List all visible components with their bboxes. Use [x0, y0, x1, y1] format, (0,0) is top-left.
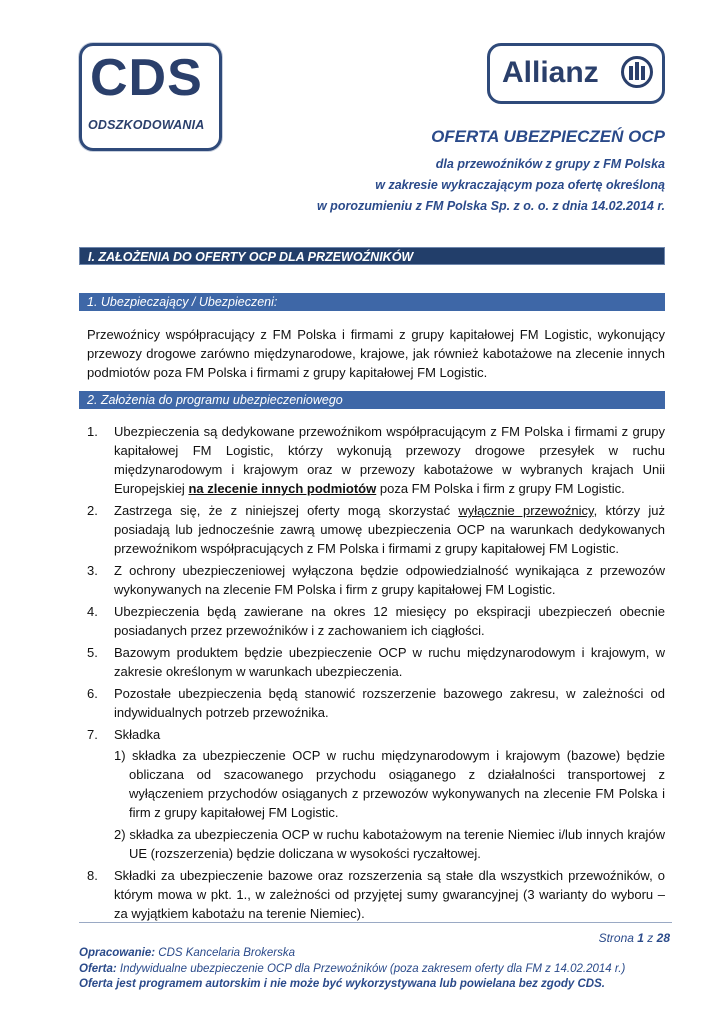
- footer-prepared-by: Opracowanie: CDS Kancelaria Brokerska: [79, 947, 296, 959]
- list-item: 1. Ubezpieczenia są dedykowane przewoźnikom współpracującym z FM Polska i firmami z grupy kapitałowej FM Logistic, którzy wykonują przewozy drogowe przesyłek w ruchu międzynarodowym i krajowym oraz w przewozy kabotażowe w wybranych krajach Unii Europejskiej na zlecenie innych podmiotów poza FM Polska i firm z grupy FM Logistic.: [87, 424, 665, 496]
- subsection-heading-1: 1. Ubezpieczający / Ubezpieczeni:: [79, 293, 665, 311]
- underlined-phrase: wyłącznie przewoźnicy: [458, 503, 594, 518]
- underlined-phrase: na zlecenie innych podmiotów: [188, 481, 377, 496]
- list-item: 2. Zastrzega się, że z niniejszej oferty mogą skorzystać wyłącznie przewoźnicy, którzy już posiadają lub jednocześnie zawrą umowę ubezpieczenia OCP na warunkach dedykowanych przewoźnikom współpracujących z FM Polska i firmami z grupy kapitałowej FM Logistic.: [87, 503, 666, 556]
- page-number: Strona 1 z 28: [598, 931, 670, 945]
- footer-offer: Oferta: Indywidualne ubezpieczenie OCP dla Przewoźników (poza zakresem oferty dla FM z 14.02.2014 r.): [79, 963, 626, 975]
- cds-logo-text: CDS: [90, 49, 203, 107]
- offer-title: OFERTA UBEZPIECZEŃ OCP: [431, 127, 665, 146]
- footer-divider: [79, 922, 672, 923]
- sublist-item: 1) składka za ubezpieczenie OCP w ruchu międzynarodowym i krajowym (bazowe) będzie obliczana od szacowanego przychodu osiąganego z działalności transportowej z wyłączeniem przychodów osiąganych z przewozów wykonywanych na zlecenie FM Polska i firm z grupy kapitałowej FM Logistic.: [114, 748, 665, 820]
- assumptions-list: [87, 422, 665, 926]
- section-heading-1: I. ZAŁOŻENIA DO OFERTY OCP DLA PRZEWOŹNIKÓW: [79, 247, 665, 265]
- premium-sublist: [114, 746, 665, 863]
- offer-title-block: [317, 127, 665, 217]
- list-item: 3. Z ochrony ubezpieczeniowej wyłączona będzie odpowiedzialność wynikająca z przewozów wykonywanych na zlecenie FM Polska i firm z grupy kapitałowej FM Logistic.: [87, 563, 665, 597]
- cds-logo: [79, 43, 222, 151]
- list-item: 4. Ubezpieczenia będą zawierane na okres 12 miesięcy po ekspiracji ubezpieczeń obecnie posiadanych przez przewoźników i z zachowaniem ich ciągłości.: [87, 604, 665, 638]
- offer-subtitle-3: w porozumieniu z FM Polska Sp. z o. o. z dnia 14.02.2014 r.: [316, 199, 665, 213]
- allianz-logo: [487, 43, 665, 104]
- sublist-item: 2) składka za ubezpieczenia OCP w ruchu kabotażowym na terenie Niemiec i/lub innych krajów UE (rozszerzenia) będzie doliczana w wysokości ryczałtowej.: [114, 827, 665, 861]
- offer-subtitle-1: dla przewoźników z grupy z FM Polska: [435, 157, 665, 171]
- list-item: 6. Pozostałe ubezpieczenia będą stanowić rozszerzenie bazowego zakresu, w zależności od indywidualnych potrzeb przewoźnika.: [87, 686, 665, 720]
- offer-subtitle-2: w zakresie wykraczającym poza ofertę określoną: [375, 178, 665, 192]
- list-item: 8. Składki za ubezpieczenie bazowe oraz rozszerzenia są stałe dla wszystkich przewoźników, o którym mowa w pkt. 1., w zależności od przyjętej sumy gwarancyjnej (3 warianty do wyboru – za wyjątkiem kabotażu na terenie Niemiec).: [87, 868, 665, 921]
- footer-notice: Oferta jest programem autorskim i nie może być wykorzystywana lub powielana bez zgody CDS.: [79, 978, 605, 990]
- cds-logo-subtitle: ODSZKODOWANIA: [88, 118, 205, 132]
- list-item: 5. Bazowym produktem będzie ubezpieczenie OCP w ruchu międzynarodowym i krajowym, w zakresie określonym w warunkach ubezpieczenia.: [87, 645, 665, 679]
- subsection-heading-2: 2. Założenia do programu ubezpieczeniowego: [79, 391, 665, 409]
- list-item: 7. Składka 1) składka za ubezpieczenie OCP w ruchu międzynarodowym i krajowym (bazowe) będzie obliczana od szacowanego przychodu osiąganego z działalności transportowej z wyłączeniem przychodów osiąganych z przewozów wykonywanych na zlecenie FM Polska i firm z grupy kapitałowej FM Logistic. 2) składka za ubezpieczenia OCP w ruchu kabotażowym na terenie Niemiec i/lub innych krajów UE (rozszerzenia) będzie doliczana w wysokości ryczałtowej.: [87, 727, 665, 861]
- allianz-logo-text: Allianz: [502, 56, 599, 89]
- allianz-eagle-icon: [620, 55, 654, 89]
- subsection-1-text: Przewoźnicy współpracujący z FM Polska i firmami z grupy kapitałowej FM Logistic, wykonujący przewozy drogowe zarówno międzynarodowe, krajowe, jak również kabotażowe na zlecenie innych podmiotów poza FM Polska i firmami z grupy kapitałowej FM Logistic.: [87, 327, 665, 380]
